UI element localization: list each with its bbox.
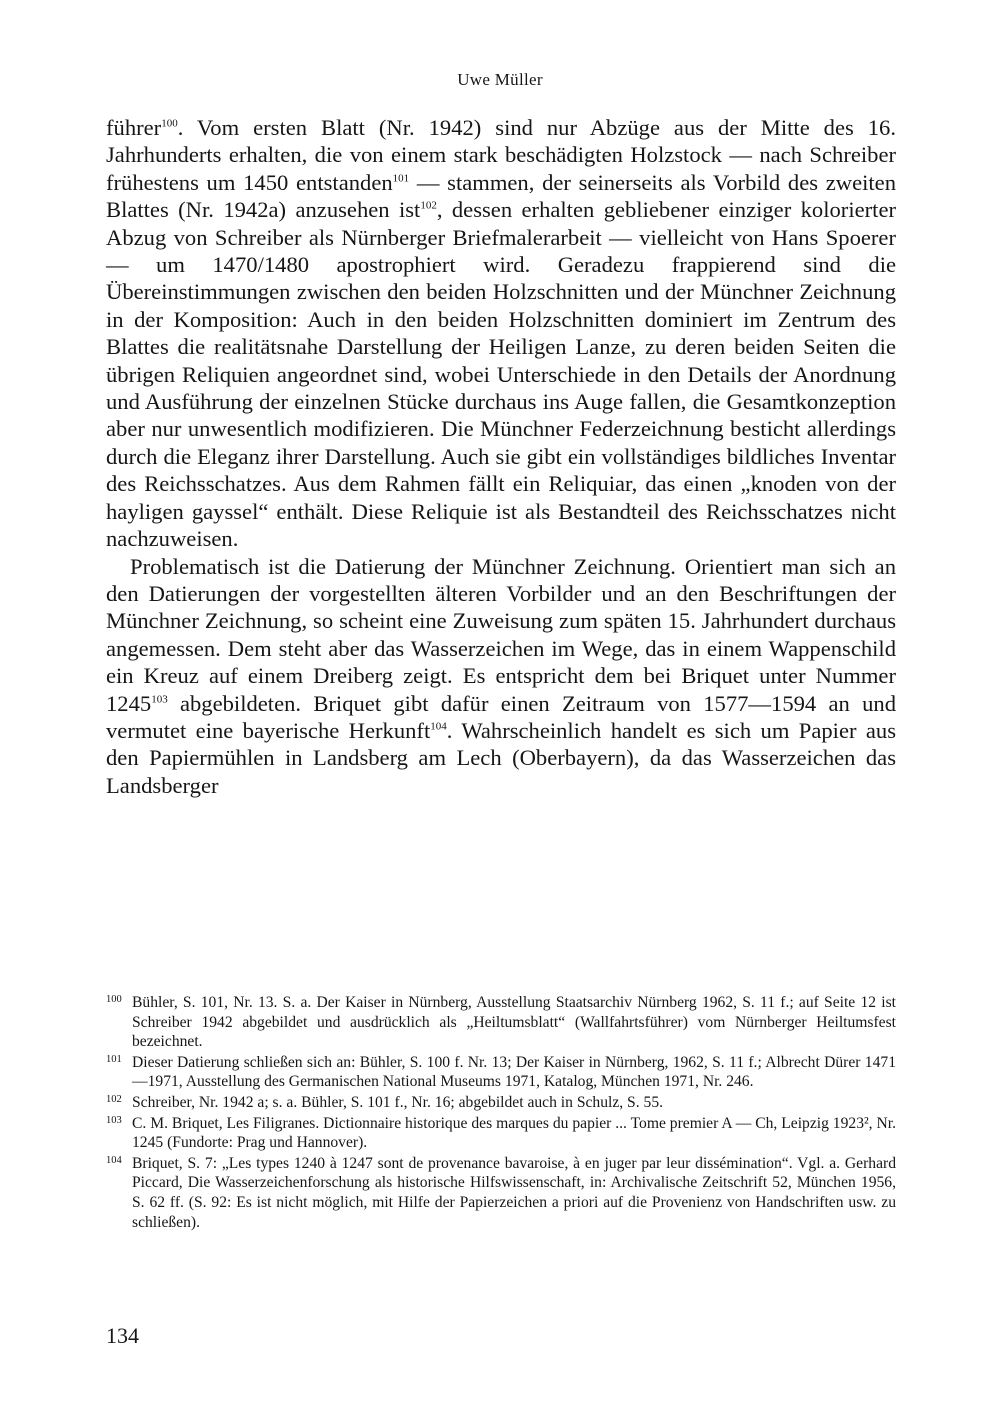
footnote-number: 100 — [106, 994, 122, 1005]
footnote-reference[interactable]: 104 — [430, 720, 447, 733]
text-run: . Vom ersten Blatt (Nr. 1942) sind nur Abzüge aus der Mitte des 16. Jahrhunderts erhalten, die von einem stark beschädigten Holzstock — nach Schreiber frühestens um 1450 entstanden — [106, 115, 896, 195]
text-run: führer — [106, 115, 162, 140]
body-paragraph — [106, 114, 896, 553]
page-number: 134 — [106, 1323, 139, 1348]
footnote — [106, 993, 896, 1052]
footnote-text: Dieser Datierung schließen sich an: Bühler, S. 100 f. Nr. 13; Der Kaiser in Nürnberg, 1962, S. 11 f.; Albrecht Dürer 1471—1971, Ausstellung des Germanischen National Museums 1971, Katalog, München 1971, Nr. 246. — [132, 1053, 896, 1091]
footnote-text: Schreiber, Nr. 1942 a; s. a. Bühler, S. 101 f., Nr. 16; abgebildet auch in Schulz, S. 55. — [132, 1093, 664, 1111]
footnotes-section — [106, 993, 896, 1233]
footnote — [106, 1053, 896, 1092]
footnote-number: 103 — [106, 1114, 122, 1126]
text-run: . Wahrscheinlich handelt es sich um Papier aus den Papiermühlen in Landsberg am Lech (Oberbayern), da das Wasserzeichen das Landsberger — [106, 717, 897, 798]
footnote-number: 104 — [106, 1154, 122, 1166]
footnote-text: Briquet, S. 7: „Les types 1240 à 1247 sont de provenance bavaroise, à en juger par leur dissémination“. Vgl. a. Gerhard Piccard, Die Wasserzeichenforschung als historische Hilfswissenschaft, in: Archivalische Zeitschrift 52, München 1956, S. 62 ff. (S. 92: Es ist nicht möglich, mit Hilfe der Papierzeichen a priori auf die Provenienz von Handschriften usw. zu schließen). — [132, 1154, 896, 1231]
running-header: Uwe Müller — [457, 70, 543, 89]
text-run: Problematisch ist die Datierung der Münchner Zeichnung. Orientiert man sich an den Datierungen der vorgestellten älteren Vorbilder und an den Beschriftungen der Münchner Zeichnung, so scheint eine Zuweisung zum späten 15. Jahrhundert durchaus angemessen. Dem steht aber das Wasserzeichen im Wege, das in einem Wappenschild ein Kreuz auf einem Dreiberg zeigt. Es entspricht dem bei Briquet unter Nummer 1245 — [106, 553, 896, 716]
footnote — [106, 1114, 896, 1153]
footnote-reference[interactable]: 103 — [151, 693, 168, 705]
footnote — [106, 1093, 896, 1113]
footnote-number: 101 — [106, 1053, 122, 1065]
text-run: , dessen erhalten gebliebener einziger kolorierter Abzug von Schreiber als Nürnberger Briefmalerarbeit — vielleicht von Hans Spoerer — um 1470/1480 apostrophiert wird. Geradezu frappierend sind die Übereinstimmungen zwischen den beiden Holzschnitten und der Münchner Zeichnung in der Komposition: Auch in den beiden Holzschnitten dominiert im Zentrum des Blattes die realitätsnahe Darstellung der Heiligen Lanze, zu deren beiden Seiten die übrigen Reliquien angeordnet sind, wobei Unterschiede in den Details der Anordnung und Ausführung der einzelnen Stücke durchaus ins Auge fallen, die Gesamtkonzeption aber nur unwesentlich modifizieren. Die Münchner Federzeichnung besticht allerdings durch die Eleganz ihrer Darstellung. Auch sie gibt ein vollständiges bildliches Inventar des Reichsschatzes. Aus dem Rahmen fällt ein Reliquiar, das einen „knoden von der hayligen gayssel“ enthält. Diese Reliquie ist als Bestandteil des Reichsschatzes nicht nachzuweisen. — [106, 197, 896, 552]
footnote-reference[interactable]: 101 — [392, 172, 410, 185]
footnote-number: 102 — [106, 1093, 122, 1105]
main-body-text — [106, 114, 896, 799]
text-run: — stammen, der seinerseits als Vorbild des zweiten Blattes (Nr. 1942a) anzusehen ist — [106, 169, 896, 223]
text-run: abgebildeten. Briquet gibt dafür einen Zeitraum von 1577—1594 an und vermutet eine bayerische Herkunft — [106, 690, 896, 743]
footnote-text: Bühler, S. 101, Nr. 13. S. a. Der Kaiser in Nürnberg, Ausstellung Staatsarchiv Nürnberg 1962, S. 11 f.; auf Seite 12 ist Schreiber 1942 abgebildet und ausdrücklich als „Heiltumsblatt“ (Wallfahrtsführer) vom Nürnberger Heiltumsfest bezeichnet. — [132, 994, 896, 1051]
body-paragraph — [106, 553, 896, 800]
footnote-reference[interactable]: 100 — [161, 117, 178, 130]
footnote — [106, 1154, 896, 1232]
footnote-reference[interactable]: 102 — [420, 199, 437, 212]
footnote-text: C. M. Briquet, Les Filigranes. Dictionnaire historique des marques du papier ... Tome premier A — Ch, Leipzig 1923², Nr. 1245 (Fundorte: Prag und Hannover). — [132, 1114, 896, 1152]
